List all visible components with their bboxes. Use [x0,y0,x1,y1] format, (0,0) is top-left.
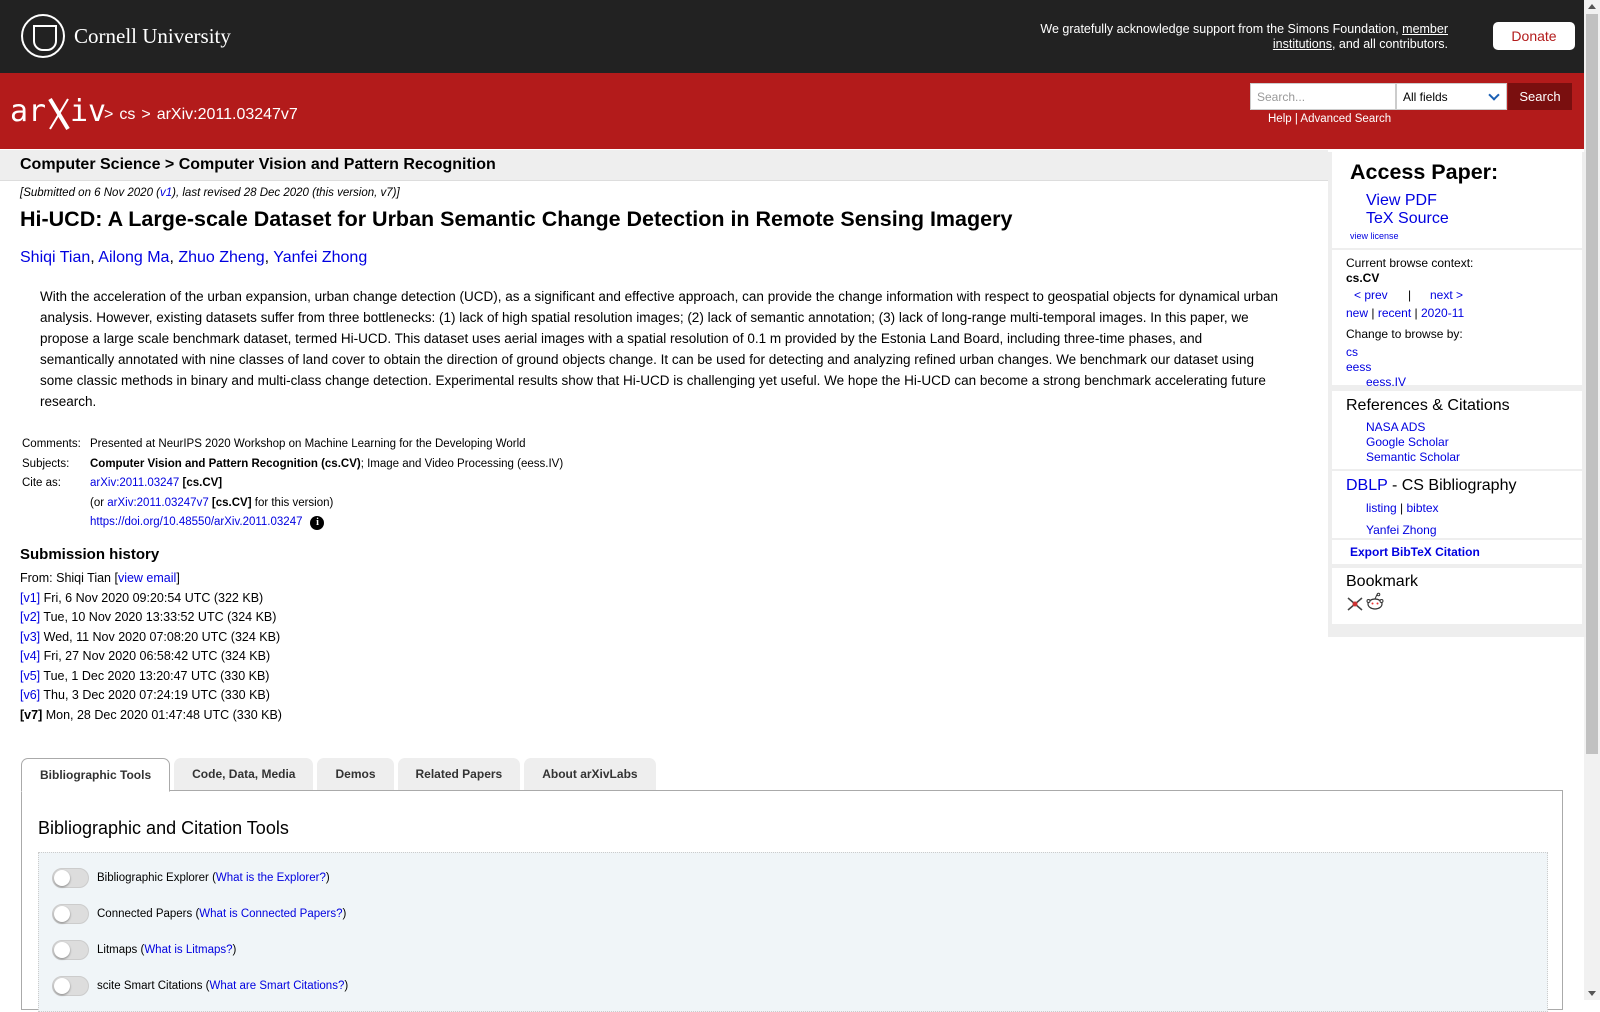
view-pdf-link[interactable]: View PDF [1366,192,1437,209]
tab-about-arxivlabs[interactable]: About arXivLabs [524,758,655,790]
month-link[interactable]: 2020-11 [1421,306,1465,320]
version-row: [v1] Fri, 6 Nov 2020 09:20:54 UTC (322 KB) [20,590,264,605]
browse-context-box: Current browse context: cs.CV < prev | next > new | recent | 2020-11 Change to browse by: cs eess eess.IV [1332,250,1582,385]
cornell-seal-icon [21,14,65,58]
cite-row: Cite as: arXiv:2011.03247 [cs.CV] [22,477,223,489]
breadcrumb: > cs > arXiv:2011.03247v7 [104,106,298,123]
search-input[interactable]: Search... [1250,83,1396,110]
comments-value: Presented at NeurIPS 2020 Workshop on Machine Learning for the Developing World [90,438,526,450]
version-row: [v2] Tue, 10 Nov 2020 13:33:52 UTC (324 KB) [20,610,277,624]
sidebar [1328,152,1586,637]
new-link[interactable]: new [1346,306,1369,320]
browse-eess-link[interactable]: eess [1346,360,1372,374]
recent-link[interactable]: recent [1377,306,1412,320]
doi-link[interactable]: https://doi.org/10.48550/arXiv.2011.03247 [90,516,303,528]
view-email-link[interactable]: view email [117,571,177,585]
bookmark-title: Bookmark [1346,573,1419,590]
tool-row-connected-papers: Connected Papers ( What is Connected Papers? ) [52,904,346,924]
support-text: We gratefully acknowledge support from the Simons Foundation, member institutions, and all contributors. [1040,22,1448,51]
version-row: [v6] Thu, 3 Dec 2020 07:24:19 UTC (330 KB) [20,688,270,702]
prev-link[interactable]: < prev [1354,288,1388,302]
litmaps-toggle[interactable] [52,940,89,960]
author-link[interactable]: Shiqi Tian [20,249,91,266]
svg-text:iv: iv [70,94,107,129]
change-browse-label: Change to browse by: [1346,327,1463,341]
version-row: [v3] Wed, 11 Nov 2020 07:08:20 UTC (324 KB) [20,629,281,644]
view-license-link[interactable]: view license [1350,231,1399,241]
arxiv-header [0,73,1584,149]
advanced-search-link[interactable]: Advanced Search [1300,113,1392,125]
dblp-listing-link[interactable]: listing [1366,501,1397,515]
search-button[interactable]: Search [1508,83,1572,110]
references-box [1332,391,1582,469]
scite-toggle[interactable] [52,976,89,996]
dblp-bibtex-link[interactable]: bibtex [1406,501,1439,515]
tab-bibliographic-tools[interactable]: Bibliographic Tools [21,758,170,792]
access-paper-title: Access Paper: [1350,160,1499,184]
explorer-info-link[interactable]: What is the Explorer? [215,872,326,884]
info-icon[interactable]: i [310,516,324,530]
version-link[interactable]: [v5] [20,668,41,683]
crumb-id: arXiv:2011.03247v7 [156,106,298,123]
tools-heading: Bibliographic and Citation Tools [38,818,289,838]
v1-link[interactable]: v1 [160,187,173,199]
cite-id-link[interactable]: arXiv:2011.03247 [90,477,180,489]
browse-eess-iv-link[interactable]: eess.IV [1366,375,1407,389]
help-links: Help | Advanced Search [1268,113,1392,125]
reddit-icon[interactable] [1365,592,1385,612]
crumb-cs[interactable]: cs [119,106,136,123]
comments-row: Comments: Presented at NeurIPS 2020 Workshop on Machine Learning for the Developing World [20,435,563,455]
arxiv-logo[interactable] [10,93,107,133]
version-link[interactable]: [v4] [20,649,41,663]
tab-code-data-media[interactable]: Code, Data, Media [174,758,313,790]
scroll-up-arrow-icon[interactable] [1588,4,1596,9]
scroll-down-arrow-icon[interactable] [1588,991,1596,996]
access-paper-box [1332,152,1582,248]
submission-dateline: [Submitted on 6 Nov 2020 (v1), last revised 28 Dec 2020 (this version, v7)] [20,187,400,199]
bookmark-box [1332,568,1582,624]
explorer-toggle[interactable] [52,868,89,888]
scroll-thumb[interactable] [1586,14,1598,754]
semantic-scholar-link[interactable]: Semantic Scholar [1366,450,1461,464]
tab-demos[interactable]: Demos [317,758,393,790]
cite-version-link[interactable]: arXiv:2011.03247v7 [107,496,209,509]
context-value: cs.CV [1346,271,1380,285]
submission-history-title: Submission history [20,546,160,563]
dblp-author-link[interactable]: Yanfei Zhong [1366,523,1437,537]
author-link[interactable]: Yanfei Zhong [273,249,368,266]
cornell-name: Cornell University [74,23,231,48]
dblp-box: DBLP - CS Bibliography listing | bibtex Yanfei Zhong [1332,471,1582,538]
tool-row-explorer: Bibliographic Explorer ( What is the Explorer? ) [52,868,330,888]
tab-related-papers[interactable]: Related Papers [398,758,521,790]
metadata-table: Comments: Presented at NeurIPS 2020 Workshop on Machine Learning for the Developing World Subjects: Computer Vision and Pattern Recognition (cs.CV); Image and Video Processing (eess.IV) Cite as: arXiv:2011.03247 [cs.CV] (or arXiv:2011.03247v7 [cs.CV] for this version) https://doi.org/10.48550/arXiv.2011.03247 i [20,435,563,533]
secondary-subject: ; Image and Video Processing (eess.IV) [360,457,564,470]
member-institutions-link[interactable]: member institutions [1272,22,1448,51]
nasa-ads-link[interactable]: NASA ADS [1366,420,1426,434]
help-link[interactable]: Help [1268,113,1292,125]
submission-history: From: Shiqi Tian [view email] [v1] Fri, 6 Nov 2020 09:20:54 UTC (322 KB) [v2] Tue, 10 Nov 2020 13:33:52 UTC (324 KB) [v3] Wed, 11 Nov 2020 07:08:20 UTC (324 KB) [v4] Fri, 27 Nov 2020 06:58:42 UTC (324 KB) [v5] Tue, 1 Dec 2020 13:20:47 UTC (330 KB) [v6] Thu, 3 Dec 2020 07:24:19 UTC (330 KB) [v7] Mon, 28 Dec 2020 01:47:48 UTC (330 KB) [20,569,282,725]
version-link[interactable]: [v2] [20,610,41,624]
labs-tabs [21,758,660,792]
subjects-row: Subjects: Computer Vision and Pattern Recognition (cs.CV); Image and Video Processing (eess.IV) [22,457,564,470]
search-field-select[interactable]: All fields [1396,83,1507,110]
author-list: Shiqi Tian, Ailong Ma, Zhuo Zheng, Yanfei Zhong [20,249,368,266]
export-bibtex-link[interactable]: Export BibTeX Citation [1350,545,1480,559]
connected-papers-toggle[interactable] [52,904,89,924]
context-label: Current browse context: [1346,256,1474,270]
next-link[interactable]: next > [1430,288,1464,302]
tool-row-litmaps: Litmaps ( What is Litmaps? ) [52,940,236,960]
cornell-logo[interactable] [21,14,231,58]
export-box [1332,540,1582,564]
subject-header: Computer Science > Computer Vision and Pattern Recognition [0,150,1328,181]
version-row: [v5] Tue, 1 Dec 2020 13:20:47 UTC (330 KB) [20,668,270,683]
author-link[interactable]: Zhuo Zheng [178,249,265,266]
version-row: [v4] Fri, 27 Nov 2020 06:58:42 UTC (324 KB) [20,649,271,663]
scite-info-link[interactable]: What are Smart Citations? [209,980,345,992]
author-link[interactable]: Ailong Ma [98,249,170,266]
cornell-header [0,0,1584,73]
tool-row-scite: scite Smart Citations ( What are Smart Citations? ) [52,976,348,996]
primary-subject: Computer Vision and Pattern Recognition (cs.CV) [90,457,361,470]
google-scholar-link[interactable]: Google Scholar [1366,435,1449,449]
browse-cs-link[interactable]: cs [1346,345,1358,359]
donate-button[interactable]: Donate [1493,22,1575,50]
page-scrollbar[interactable] [1584,0,1600,1000]
tex-source-link[interactable]: TeX Source [1366,210,1449,227]
version-row-current: [v7] Mon, 28 Dec 2020 01:47:48 UTC (330 KB) [20,707,282,722]
version-link[interactable]: [v6] [20,688,41,702]
dblp-link[interactable]: DBLP [1346,477,1388,494]
version-link[interactable]: [v3] [20,629,41,644]
connected-papers-info-link[interactable]: What is Connected Papers? [199,908,343,920]
svg-text:ar: ar [10,94,47,129]
references-title: References & Citations [1346,397,1510,414]
litmaps-info-link[interactable]: What is Litmaps? [144,944,233,956]
abstract: With the acceleration of the urban expansion, urban change detection (UCD), as a significant and effective approach, can provide the change information with respect to geospatial objects for dynamical urban analysis. However, existing datasets suffer from three bottlenecks: (1) lack of high spatial resolution images; (2) lack of semantic annotation; (3) lack of long-range multi-temporal images. In this paper, we propose a large scale benchmark dataset, termed Hi-UCD. This dataset uses aerial images with a spatial resolution of 0.1 m provided by the Estonia Land Board, including three-time phases, and semantically annotated with nine classes of land cover to obtain the direction of ground objects change. It can be used for detecting and analyzing refined urban changes. We benchmark our dataset using some classic methods in binary and multi-class change detection. Experimental results show that Hi-UCD is challenging yet useful. We hope the Hi-UCD can become a strong benchmark accelerating future research. [40,289,1278,409]
paper-title: Hi-UCD: A Large-scale Dataset for Urban Semantic Change Detection in Remote Sensing Imagery [20,207,1013,231]
version-link[interactable]: [v1] [20,590,41,605]
bibsonomy-icon[interactable] [1346,595,1364,613]
